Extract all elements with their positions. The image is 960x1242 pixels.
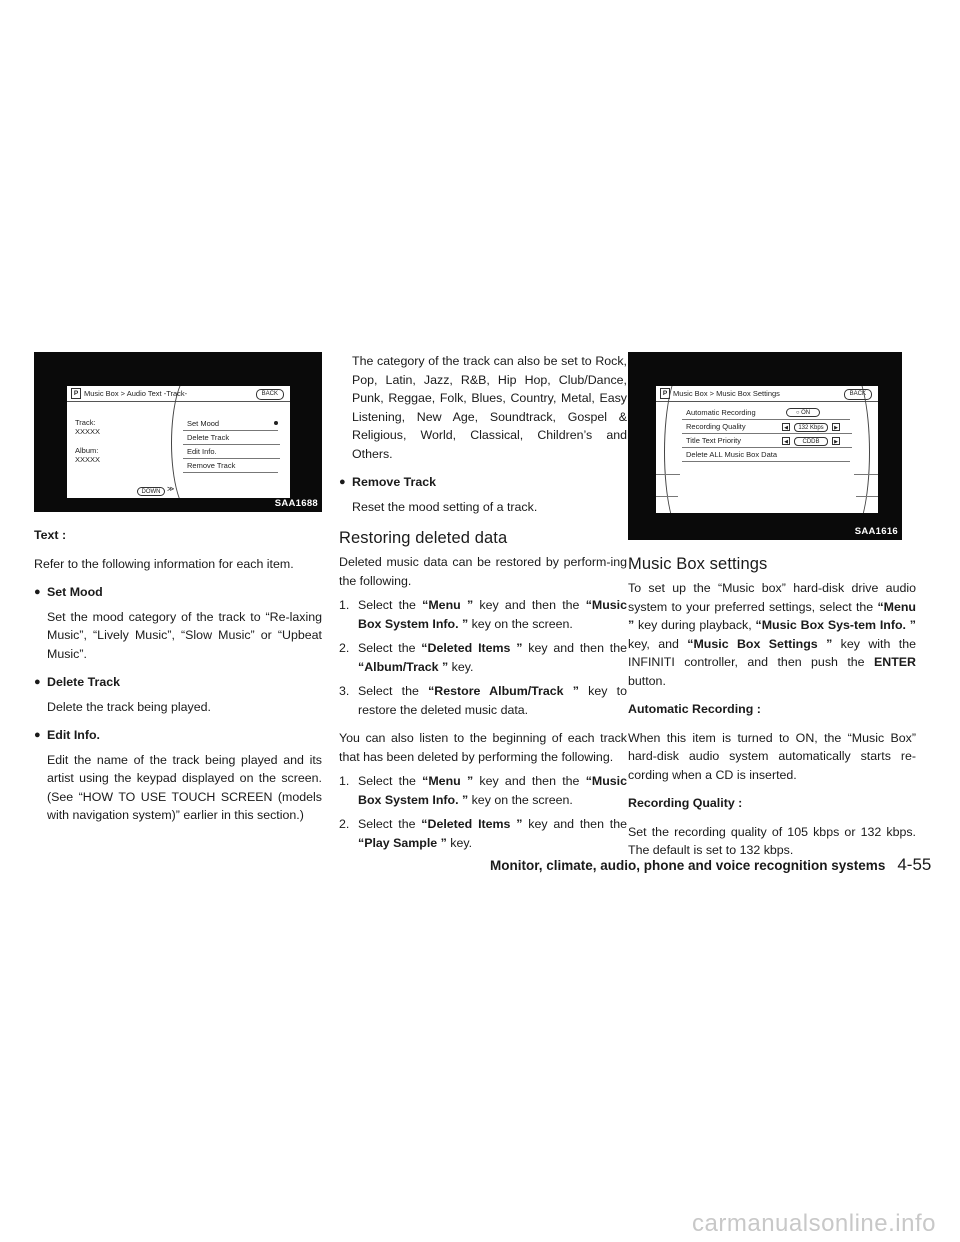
- step-text-part: key on the screen.: [468, 616, 573, 631]
- step-number: 2.: [339, 817, 350, 831]
- step-number: 3.: [339, 684, 350, 698]
- toggle-value: ON: [801, 410, 811, 416]
- key-name: “Menu ”: [422, 598, 474, 612]
- automatic-recording-heading: Automatic Recording :: [628, 702, 761, 716]
- step-text-part: key.: [448, 659, 474, 674]
- screen-title: Music Box > Audio Text -Track-: [84, 389, 188, 398]
- listen-text: You can also listen to the beginning of each track that has been deleted by performing the following.: [339, 731, 627, 764]
- menu-item-delete-track[interactable]: Delete Track: [183, 431, 280, 445]
- key-name: “Album/Track ”: [358, 659, 449, 674]
- item-title: Edit Info.: [47, 728, 100, 742]
- step-text-part: key and then the: [522, 641, 627, 655]
- section-title: Monitor, climate, audio, phone and voice recognition systems: [490, 858, 886, 873]
- key-name: “Menu ”: [422, 774, 474, 788]
- column-3: [628, 352, 916, 860]
- section-heading: Restoring deleted data: [339, 529, 508, 547]
- p-icon: P: [71, 388, 81, 399]
- column-2: [339, 352, 627, 852]
- row-label: Automatic Recording: [686, 408, 756, 417]
- chevron-down-icon: ≫: [167, 486, 175, 493]
- p-icon: P: [660, 388, 670, 399]
- screen-title: Music Box > Music Box Settings: [673, 389, 780, 398]
- key-name: “Music Box Sys-tem Info. ”: [755, 618, 916, 632]
- step-text-part: Select the: [358, 774, 423, 788]
- key-name: “Deleted Items ”: [421, 641, 523, 655]
- down-button[interactable]: DOWN: [137, 487, 165, 496]
- key-name: “Music Box Settings ”: [687, 636, 833, 651]
- category-text: The category of the track can also be set to Rock, Pop, Latin, Jazz, R&B, Hip Hop, Club/Dance, Punk, Reggae, Folk, Blues, Country, Metal, Easy Listening, New Age, Soundtrack, Gospel & Religious, World, Classical, Children’s and Others.: [352, 354, 627, 461]
- key-name: “Play Sample ”: [358, 835, 447, 850]
- step-text-part: key and then the: [473, 598, 586, 612]
- bullet-icon: ●: [34, 729, 41, 741]
- item-body: Delete the track being played.: [47, 699, 211, 714]
- automatic-recording-toggle[interactable]: [786, 408, 820, 417]
- step-text: [352, 596, 627, 633]
- album-value: XXXXX: [75, 455, 101, 464]
- menu-item-remove-track[interactable]: Remove Track: [183, 459, 278, 473]
- step-text-part: key on the screen.: [468, 792, 573, 807]
- watermark: carmanualsonline.info: [692, 1210, 936, 1237]
- text-part: key during playback,: [634, 618, 756, 632]
- item-title: Set Mood: [47, 585, 103, 599]
- item-body: Edit the name of the track being played and its artist using the keypad displayed on the screen. (See “HOW TO USE TOUCH SCREEN (models with navigation system)” earlier in this section.): [47, 752, 322, 822]
- track-value: XXXXX: [75, 427, 101, 436]
- automatic-recording-body: When this item is turned to ON, the “Music Box” hard-disk audio system automatically starts re-cording when a CD is inserted.: [628, 730, 916, 782]
- key-name: “Music Box System Info. ”: [358, 598, 627, 631]
- menu-item-edit-info[interactable]: Edit Info.: [183, 445, 280, 459]
- bullet-item: [34, 673, 322, 692]
- settings-intro: [628, 579, 916, 690]
- text-part: To set up the “Music box” hard-disk drive audio system to your preferred settings, select the: [628, 581, 916, 614]
- step: [339, 596, 627, 633]
- step-number: 2.: [339, 641, 350, 655]
- step-number: 1.: [339, 774, 350, 788]
- step-text-part: Select the: [358, 684, 429, 698]
- section-heading: Music Box settings: [628, 555, 768, 573]
- item-title: Delete Track: [47, 675, 121, 689]
- grid-line: [856, 496, 878, 497]
- step-text-part: key to restore the deleted music data.: [358, 684, 627, 717]
- key-name: “Deleted Items ”: [421, 817, 523, 831]
- menu-item-set-mood[interactable]: Set Mood: [183, 417, 278, 431]
- text-heading: Text :: [34, 528, 67, 542]
- text-part: key with the INFINITI controller, and then push the: [628, 636, 916, 669]
- step-text-part: key and then the: [522, 817, 627, 831]
- page-number: 4-55: [897, 855, 932, 874]
- arrow-right-icon[interactable]: ▶: [832, 437, 840, 445]
- text-part: key, and: [628, 636, 688, 651]
- step: [339, 682, 627, 719]
- bullet-icon: ●: [339, 476, 346, 488]
- arrow-left-icon[interactable]: ◀: [782, 423, 790, 431]
- step-text: [352, 772, 627, 809]
- grid-line: [656, 496, 678, 497]
- step-text: [352, 815, 627, 852]
- item-body: Set the mood category of the track to “Re-laxing Music”, “Lively Music”, “Slow Music” or “Upbeat Music”.: [47, 609, 322, 661]
- row-label: Title Text Priority: [686, 436, 742, 445]
- step: [339, 815, 627, 852]
- figure-audio-text-track: [34, 352, 322, 512]
- step: [339, 772, 627, 809]
- step-text-part: Select the: [358, 641, 422, 655]
- step-text: [352, 639, 627, 676]
- column-1: [34, 352, 322, 825]
- title-text-priority-value: CDDB: [794, 437, 828, 446]
- intro-text: Refer to the following information for each item.: [34, 556, 294, 571]
- key-name: “Menu ”: [628, 599, 916, 632]
- step-text: [352, 682, 627, 719]
- key-name: ENTER: [874, 655, 916, 669]
- arrow-right-icon[interactable]: ▶: [832, 423, 840, 431]
- key-name: “Music Box System Info. ”: [358, 774, 627, 807]
- figure-code: SAA1616: [854, 526, 898, 537]
- recording-quality-body: Set the recording quality of 105 kbps or 132 kbps. The default is set to 132 kbps.: [628, 824, 916, 857]
- bullet-icon: ●: [34, 676, 41, 688]
- back-button[interactable]: BACK: [844, 389, 872, 400]
- text-part: button.: [628, 673, 666, 688]
- bullet-item: [34, 726, 322, 745]
- row-label: Delete ALL Music Box Data: [686, 450, 778, 459]
- recording-quality-value: 132 Kbps: [794, 423, 828, 432]
- track-label: Track:: [75, 418, 96, 427]
- back-button[interactable]: BACK: [256, 389, 284, 400]
- arrow-left-icon[interactable]: ◀: [782, 437, 790, 445]
- screen-audio-text: [67, 386, 290, 498]
- item-title: Remove Track: [352, 475, 437, 489]
- intro-text: Deleted music data can be restored by perform-ing the following.: [339, 555, 627, 588]
- scroll-dot-icon: [274, 421, 278, 425]
- settings-row-delete-all[interactable]: [682, 448, 850, 462]
- bullet-item: [339, 473, 627, 492]
- step-number: 1.: [339, 598, 350, 612]
- item-body: Reset the mood setting of a track.: [352, 499, 538, 514]
- bullet-item: [34, 583, 322, 602]
- step-text-part: key and then the: [473, 774, 586, 788]
- indicator-icon: ○: [795, 410, 802, 416]
- screen-music-box-settings: [656, 386, 878, 513]
- settings-row-automatic-recording[interactable]: [682, 406, 850, 420]
- figure-music-box-settings: [628, 352, 902, 540]
- page-footer: [490, 855, 932, 875]
- grid-line: [854, 474, 878, 475]
- step-text-part: Select the: [358, 817, 422, 831]
- step-text-part: Select the: [358, 598, 423, 612]
- key-name: “Restore Album/Track ”: [428, 684, 579, 698]
- step-text-part: key.: [446, 835, 473, 850]
- grid-line: [656, 474, 680, 475]
- row-label: Recording Quality: [686, 422, 746, 431]
- bullet-icon: ●: [34, 586, 41, 598]
- figure-code: SAA1688: [274, 498, 318, 509]
- album-label: Album:: [75, 446, 99, 455]
- recording-quality-heading: Recording Quality :: [628, 796, 743, 810]
- step: [339, 639, 627, 676]
- track-info: [75, 418, 100, 464]
